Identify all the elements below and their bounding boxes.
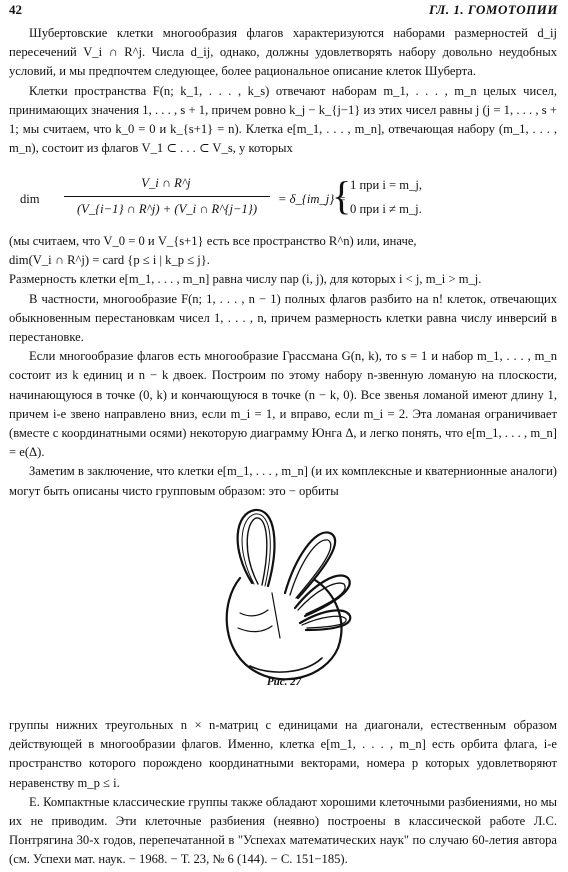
paragraph: группы нижних треугольных n × n-матриц с единицами на диагонали, естественным образом действующей в многообразии флагов. Именно, клетка e[m_1, . . . , m_n] есть орбита флага, i-е пространство которого порождено координатными векторами, номера p которых удовлетворяют неравенству m_p ≤ i. [9,718,557,790]
eq-denominator: (V_{i−1} ∩ R^j) + (V_i ∩ R^{j−1}) [76,202,258,216]
eq-case-1: 1 при i = m_j, [350,178,423,192]
eq-delta: = δ_{im_j} = [278,192,346,206]
text-block-bottom [9,716,557,870]
paragraph: В частности, многообразие F(n; 1, . . . , n − 1) полных флагов разбито на n! клеток, отвечающих обыкновенным перестановкам чисел 1, . . . , n, причем размерность клетки равна числу инверсий в перестановке. [9,291,557,345]
eq-case-2: 0 при i ≠ m_j. [350,202,422,216]
text-block-top [9,24,557,158]
display-equation [20,174,540,226]
curly-brace-icon: { [332,173,352,218]
formula-line: dim(V_i ∩ R^j) = card {p ≤ i | k_p ≤ j}. [9,253,210,268]
paragraph: Е. Компактные классические группы также обладают хорошими клеточными разбиениями, но мы их не приводим. Эти клеточные разбиения (неявно) построены в классической работе Л.С. Понтрягина 30-х годов, перепечатанной в "Успехах математических наук" по случаю 60-летия автора (см. Успехи мат. наук. − 1968. − Т. 23, № 6 (144). − С. 151−185). [9,794,557,867]
paragraph: Шубертовские клетки многообразия флагов характеризуются наборами размерностей d_ij пересечений V_i ∩ R^j. Числа d_ij, однако, должны удовлетворять набору довольно неудобных условий, и мы предпочтем следующее, более рациональное описание клеток Шуберта. [9,26,557,79]
eq-dim: dim [20,192,40,206]
paragraph: Заметим в заключение, что клетки e[m_1, . . . , m_n] (и их комплексные и кватернионные аналоги) могут быть описаны чисто групповым образом: это − орбиты [9,464,557,498]
fraction-bar [64,196,270,197]
paragraph: Размерность клетки e[m_1, . . . , m_n] равна числу пар (i, j), для которых i < j, m_i > m_j. [9,272,482,287]
page-header [9,2,558,22]
paragraph: Клетки пространства F(n; k_1, . . . , k_s) отвечают наборам m_1, . . . , m_n целых чисел, принимающих значения 1, . . . , s + 1, причем ровно k_j − k_{j−1} из этих чисел равны j (j = 1, . . . , s + 1; мы считаем, что k_0 = 0 и k_{s+1} = n). Клетка e[m_1, . . . , m_n], отвечающая набору (m_1, . . . , m_n), состоит из флагов V_1 ⊂ . . . ⊂ V_s, у которых [9,83,557,156]
sphere-with-handles-drawing [210,498,360,698]
figure-caption: Рис. 27 [266,676,302,688]
running-head: ГЛ. 1. ГОМОТОПИИ [428,2,558,17]
paragraph: (мы считаем, что V_0 = 0 и V_{s+1} есть все пространство R^n) или, иначе, [9,234,417,248]
page-number: 42 [9,2,22,17]
eq-numerator: V_i ∩ R^j [141,176,191,190]
paragraph: Если многообразие флагов есть многообразие Грассмана G(n, k), то s = 1 и набор m_1, . . . , m_n состоит из k единиц и n − k двоек. Построим по этому набору n-звенную ломаную на плоскости, начинающуюся в точке (0, k) и кончающуюся в точке (n − k, 0). Все звенья ломаной имеют длину 1, причем i-е звено направлено вниз, если m_i = 1, и вправо, если m_i = 2. Эта ломаная ограничивает (вместе с координатными осями) некоторую диаграмму Юнга Δ, и легко понять, что e[m_1, . . . , m_n] = e(Δ). [9,349,557,460]
text-block-middle [9,232,557,501]
